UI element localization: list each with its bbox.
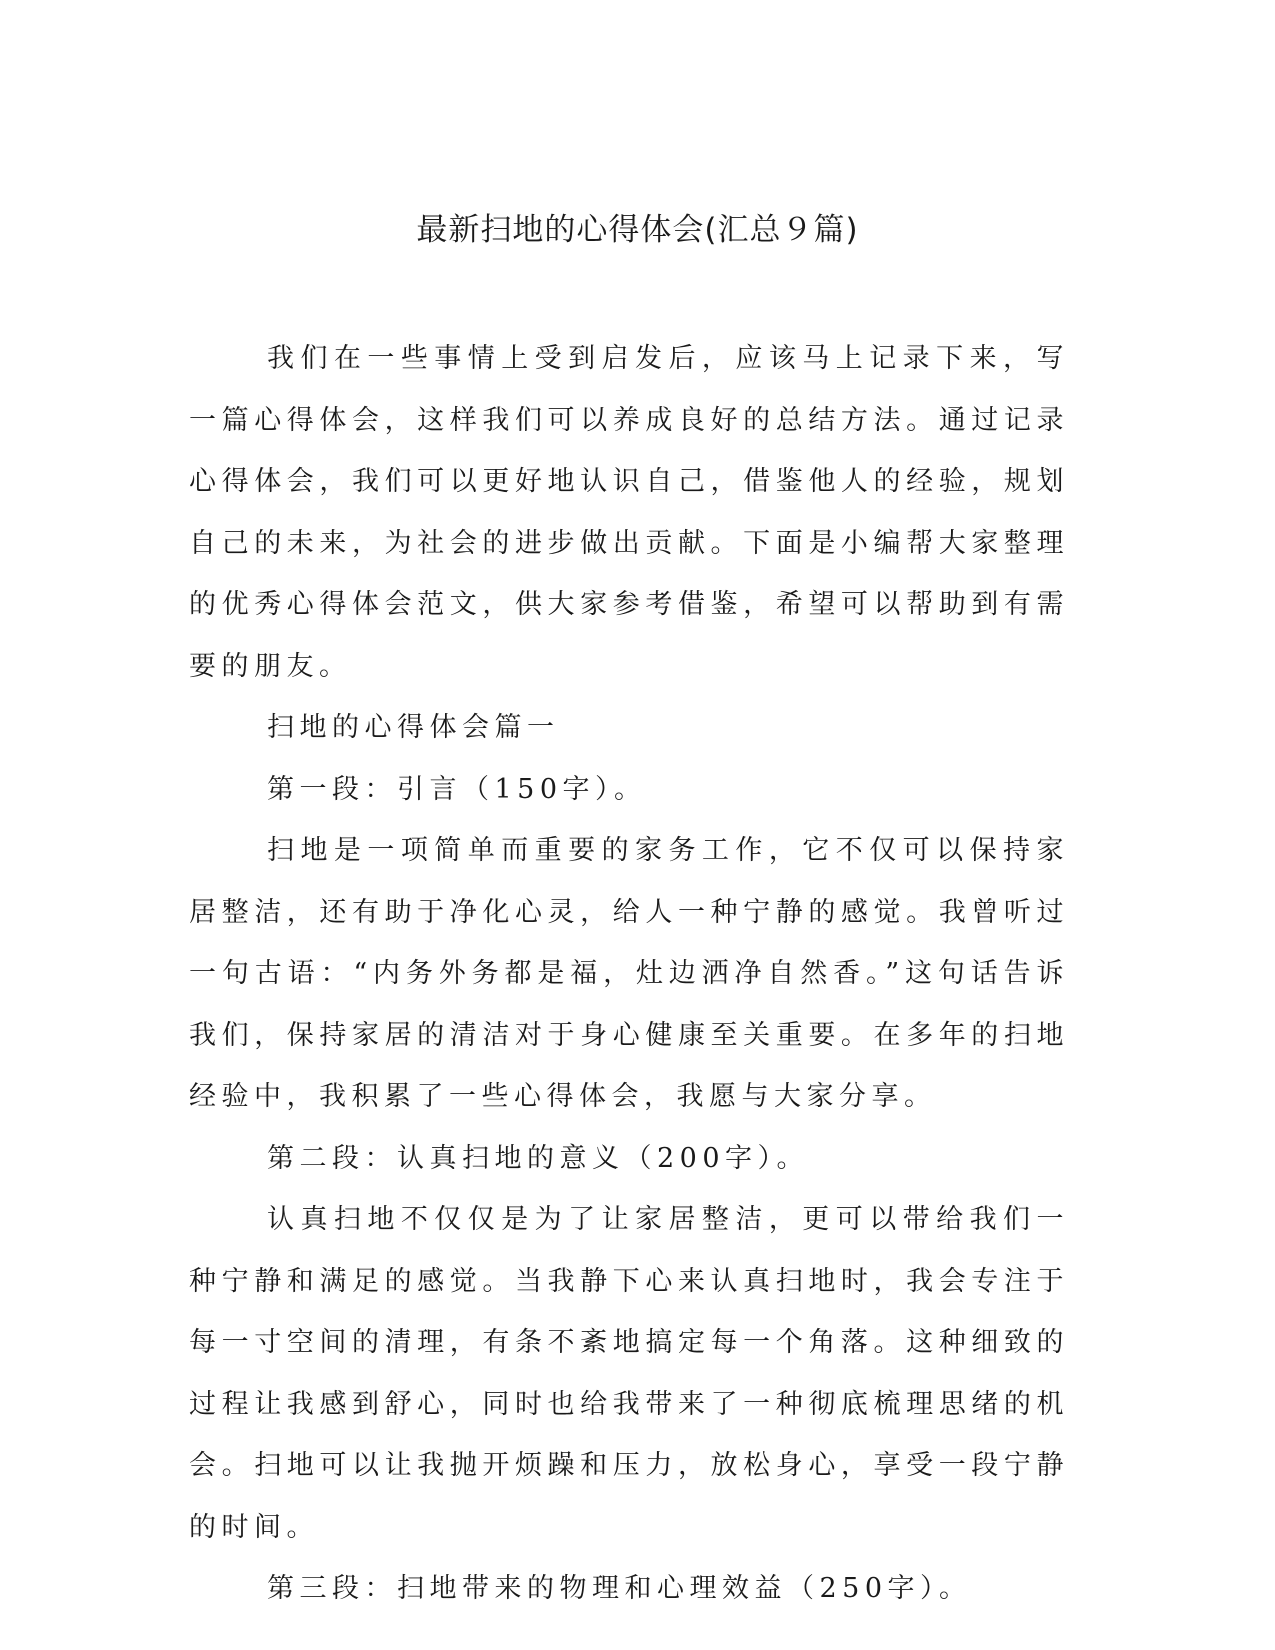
body-paragraph-1: 扫地是一项简单而重要的家务工作，它不仅可以保持家居整洁，还有助于净化心灵，给人一种宁静的感觉。我曾听过一句古语：“内务外务都是福，灶边洒净自然香。”这句话告诉我们，保持家居的清洁对于身心健康至关重要。在多年的扫地经验中，我积累了一些心得体会，我愿与大家分享。 (189, 835, 1069, 1112)
section-heading-2: 第二段：认真扫地的意义（200字）。 (267, 1142, 810, 1174)
section-title-part-one: 扫地的心得体会篇一 (267, 712, 560, 743)
section-heading-3: 第三段：扫地带来的物理和心理效益（250字）。 (267, 1573, 972, 1604)
section-heading-1: 第一段：引言（150字）。 (267, 773, 647, 805)
document-title: 最新扫地的心得体会(汇总９篇) (416, 212, 859, 248)
document-body (189, 328, 1069, 1620)
intro-paragraph: 我们在一些事情上受到启发后，应该马上记录下来，写一篇心得体会，这样我们可以养成良好的总结方法。通过记录心得体会，我们可以更好地认识自己，借鉴他人的经验，规划自己的未来，为社会的进步做出贡献。下面是小编帮大家整理的优秀心得体会范文，供大家参考借鉴，希望可以帮助到有需要的朋友。 (189, 343, 1069, 682)
body-paragraph-2: 认真扫地不仅仅是为了让家居整洁，更可以带给我们一种宁静和满足的感觉。当我静下心来认真扫地时，我会专注于每一寸空间的清理，有条不紊地搞定每一个角落。这种细致的过程让我感到舒心，同时也给我带来了一种彻底梳理思绪的机会。扫地可以让我抛开烦躁和压力，放松身心，享受一段宁静的时间。 (189, 1204, 1069, 1543)
